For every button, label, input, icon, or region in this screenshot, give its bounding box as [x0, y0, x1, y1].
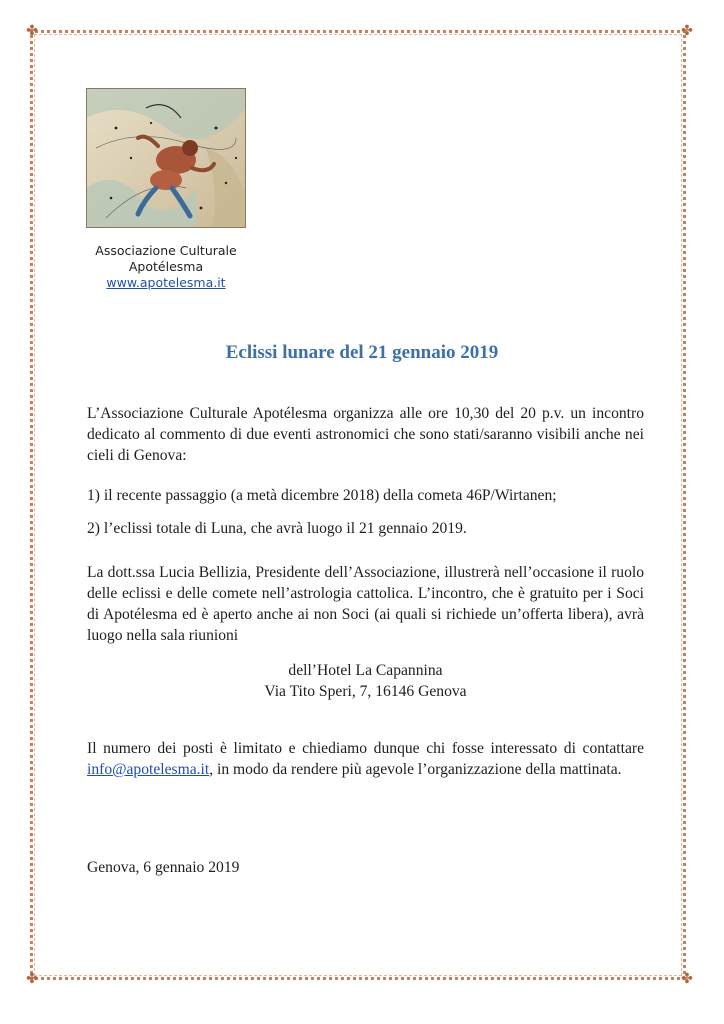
- details-paragraph: La dott.ssa Lucia Bellizia, Presidente dell’Associazione, illustrerà nell’occasione il ruolo delle eclissi e delle comete nell’astrologia cattolica. L’incontro, che è gratuito per i Soci di Apotélesma ed è aperto anche ai non Soci (ai quali si richiede un’offerta libera), avrà luogo nella sala riunioni: [87, 564, 644, 644]
- corner-ornament-icon: ✤: [26, 972, 38, 987]
- list-item-comet: 1) il recente passaggio (a metà dicembre 2018) della cometa 46P/Wirtanen;: [87, 487, 557, 504]
- list-item-eclipse: 2) l’eclissi totale di Luna, che avrà luogo il 21 gennaio 2019.: [87, 520, 467, 537]
- corner-ornament-icon: ✤: [681, 972, 693, 987]
- venue-line2: Via Tito Speri, 7, 16146 Genova: [264, 683, 467, 700]
- venue-line1: dell’Hotel La Capannina: [288, 662, 443, 679]
- document-date: Genova, 6 gennaio 2019: [87, 859, 240, 876]
- venue-address: [87, 660, 644, 702]
- intro-paragraph: L’Associazione Culturale Apotélesma organizza alle ore 10,30 del 20 p.v. un incontro dedicato al commento di due eventi astronomici che sono stati/saranno visibili anche nei cieli di Genova:: [87, 405, 644, 464]
- corner-ornament-icon: ✤: [681, 24, 693, 39]
- org-name-line1: Associazione Culturale: [95, 243, 237, 258]
- document-title: Eclissi lunare del 21 gennaio 2019: [225, 342, 499, 363]
- corner-ornament-icon: ✤: [26, 24, 38, 39]
- constellation-map-icon: [86, 88, 246, 228]
- closing-paragraph: [87, 738, 644, 780]
- contact-email-link[interactable]: info@apotelesma.it: [87, 761, 210, 778]
- org-name-line2: Apotélesma: [128, 259, 204, 274]
- closing-text-end: , in modo da rendere più agevole l’organizzazione della mattinata.: [209, 761, 622, 778]
- website-link[interactable]: www.apotelesma.it: [106, 275, 226, 290]
- closing-text-start: Il numero dei posti è limitato e chiediamo dunque chi fosse interessato di contattare: [87, 740, 644, 757]
- organization-caption: [76, 243, 256, 291]
